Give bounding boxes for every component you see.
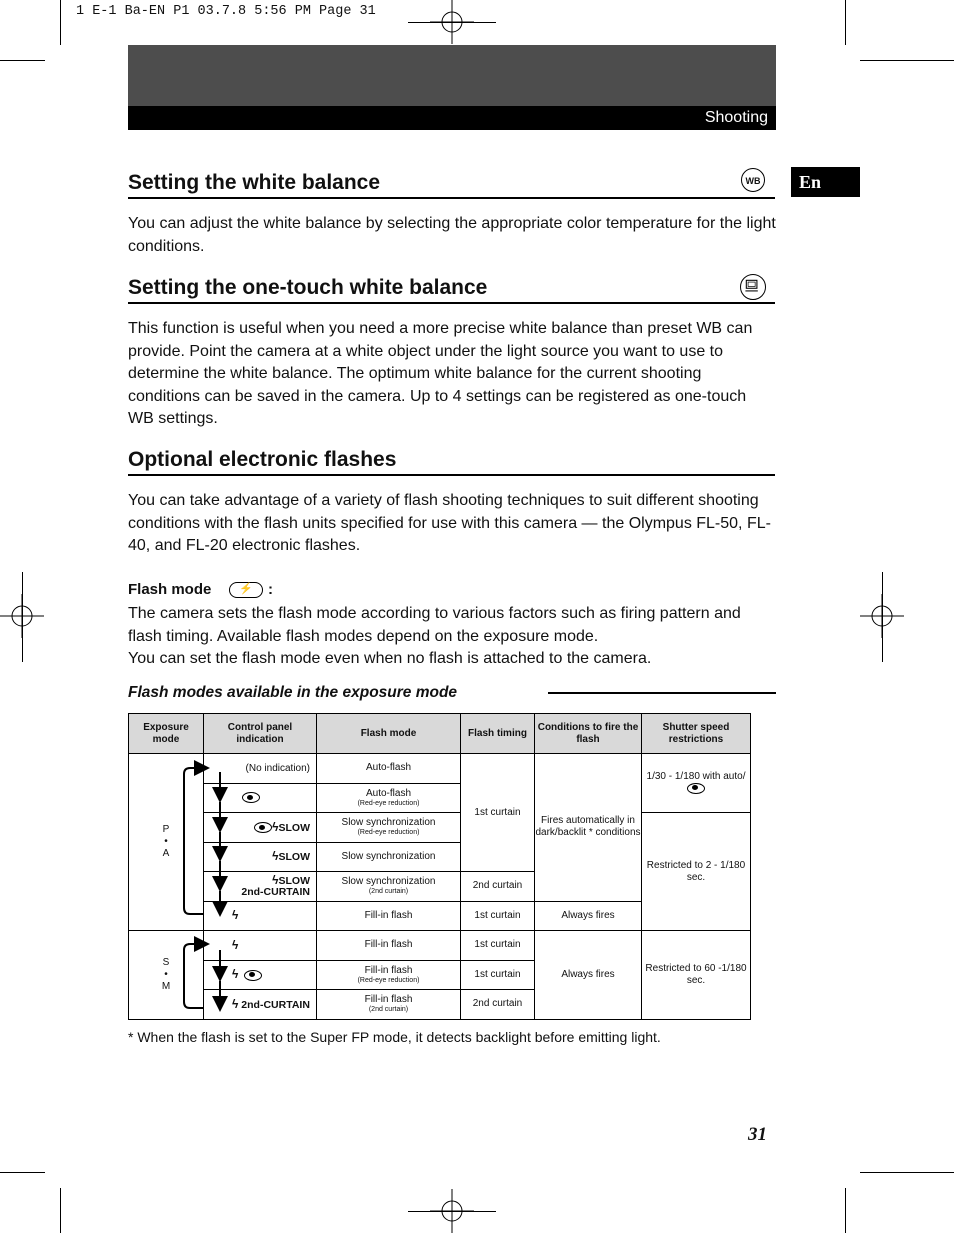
conditions-cell: Always fires (535, 901, 642, 931)
exposure-mode-pa: P • A (129, 754, 204, 931)
table-row (129, 931, 751, 961)
crop-mark (0, 60, 45, 61)
red-eye-icon (254, 822, 272, 833)
control-indication: (No indication) (204, 754, 317, 784)
conditions-cell: Fires automatically in dark/backlit * conditions (535, 754, 642, 902)
control-indication (204, 901, 317, 931)
slug-line: 1 E-1 Ba-EN P1 03.7.8 5:56 PM Page 31 (76, 4, 376, 19)
section-body-one-touch-wb: This function is useful when you need a more precise white balance than preset WB can provide. Point the camera at a white object under the light source you want to use to determine the white balance. The optimum white balance for the current shooting conditions can be saved in the camera. Up to 4 settings can be registered as one-touch WB settings. (128, 320, 753, 427)
flash-mode-cell: Fill-in flash (Red-eye reduction) (317, 960, 461, 990)
crop-mark (845, 1188, 846, 1233)
registration-line (882, 572, 883, 662)
table-row (129, 813, 751, 843)
control-indication (204, 783, 317, 813)
flash-timing-cell: 1st curtain (461, 901, 535, 931)
flash-mode-cell: Auto-flash (Red-eye reduction) (317, 783, 461, 813)
red-eye-icon (244, 970, 262, 981)
section-title-optional-flashes: Optional electronic flashes (128, 448, 775, 476)
header-flash-mode: Flash mode (317, 714, 461, 754)
section-title-white-balance: Setting the white balance (128, 171, 775, 199)
control-indication: ϟSLOW 2nd-CURTAIN (204, 872, 317, 902)
flash-mode-cell: Slow synchronization (317, 842, 461, 872)
footnote: * When the flash is set to the Super FP mode, it detects backlight before emitting light. (128, 1029, 661, 1045)
flash-icon: ϟ (232, 996, 239, 1011)
registration-line (408, 22, 496, 23)
flash-mode-cell: Fill-in flash (317, 901, 461, 931)
registration-line (22, 572, 23, 662)
control-indication: ϟSLOW (204, 813, 317, 843)
flash-timing-cell: 1st curtain (461, 754, 535, 872)
wb-icon: WB (741, 168, 765, 192)
flash-icon: ϟ (232, 937, 239, 952)
table-title: Flash modes available in the exposure mode (128, 684, 458, 701)
red-eye-icon (687, 783, 705, 794)
control-indication (204, 931, 317, 961)
flash-mode-line: The camera sets the flash mode according to various factors such as firing pattern and (128, 605, 741, 622)
table-row (129, 754, 751, 784)
flash-mode-cell: Fill-in flash (317, 931, 461, 961)
language-tab: En (791, 167, 860, 197)
flash-icon: ϟ (232, 967, 239, 982)
section-title-one-touch-wb: Setting the one-touch white balance (128, 276, 775, 304)
page-number: 31 (748, 1124, 767, 1145)
flash-mode-cell: Fill-in flash (2nd curtain) (317, 990, 461, 1020)
table-title-rule (548, 692, 776, 694)
flash-mode-line: flash timing. Available flash modes depend on the exposure mode. (128, 627, 599, 645)
flash-mode-colon: : (268, 581, 273, 598)
flash-mode-cell: Slow synchronization (Red-eye reduction) (317, 813, 461, 843)
header-conditions: Conditions to fire the flash (535, 714, 642, 754)
header-band (128, 45, 776, 106)
flash-mode-description (128, 603, 776, 671)
flash-mode-cell: Slow synchronization (2nd curtain) (317, 872, 461, 902)
registration-line (408, 1211, 496, 1212)
flash-timing-cell: 1st curtain (461, 931, 535, 961)
section-body-white-balance: You can adjust the white balance by selecting the appropriate color temperature for the light conditions. (128, 215, 776, 255)
conditions-cell: Always fires (535, 931, 642, 1020)
crop-mark (860, 60, 954, 61)
control-indication (204, 960, 317, 990)
header-control-panel: Control panel indication (204, 714, 317, 754)
flash-timing-cell: 1st curtain (461, 960, 535, 990)
shutter-cell: 1/30 - 1/180 with auto/ (642, 754, 751, 813)
shutter-cell: Restricted to 2 - 1/180 sec. (642, 813, 751, 931)
crop-mark (860, 1172, 954, 1173)
flash-timing-cell: 2nd curtain (461, 990, 535, 1020)
flash-mode-cell: Auto-flash (317, 754, 461, 784)
header-section-label: Shooting (128, 106, 776, 130)
header-exposure-mode: Exposure mode (129, 714, 204, 754)
crop-mark (0, 1172, 45, 1173)
header-shutter-speed: Shutter speed restrictions (642, 714, 751, 754)
crop-mark (60, 0, 61, 45)
flash-timing-cell: 2nd curtain (461, 872, 535, 902)
exposure-mode-sm: S • M (129, 931, 204, 1020)
flash-icon: ϟ (272, 872, 279, 887)
flash-icon: ϟ (272, 849, 279, 864)
header-flash-timing: Flash timing (461, 714, 535, 754)
flash-modes-table (128, 713, 751, 1020)
flash-icon: ⚡ (229, 582, 263, 598)
one-touch-wb-icon (740, 274, 766, 300)
flash-icon: ϟ (232, 908, 239, 923)
control-indication: ϟSLOW (204, 842, 317, 872)
shutter-cell: Restricted to 60 -1/180 sec. (642, 931, 751, 1020)
section-body-optional-flashes: You can take advantage of a variety of flash shooting techniques to suit different shooting conditions with the flash units specified for use with this camera — the Olympus FL-50, FL-40, and FL-20 electronic flashes. (128, 492, 771, 554)
table-header-row (129, 714, 751, 754)
flash-icon: ϟ (272, 819, 279, 834)
flash-mode-line: You can set the flash mode even when no flash is attached to the camera. (128, 650, 652, 667)
flash-mode-label: Flash mode (128, 581, 212, 598)
red-eye-icon (242, 792, 260, 803)
control-indication: ϟ 2nd-CURTAIN (204, 990, 317, 1020)
crop-mark (60, 1188, 61, 1233)
crop-mark (845, 0, 846, 45)
